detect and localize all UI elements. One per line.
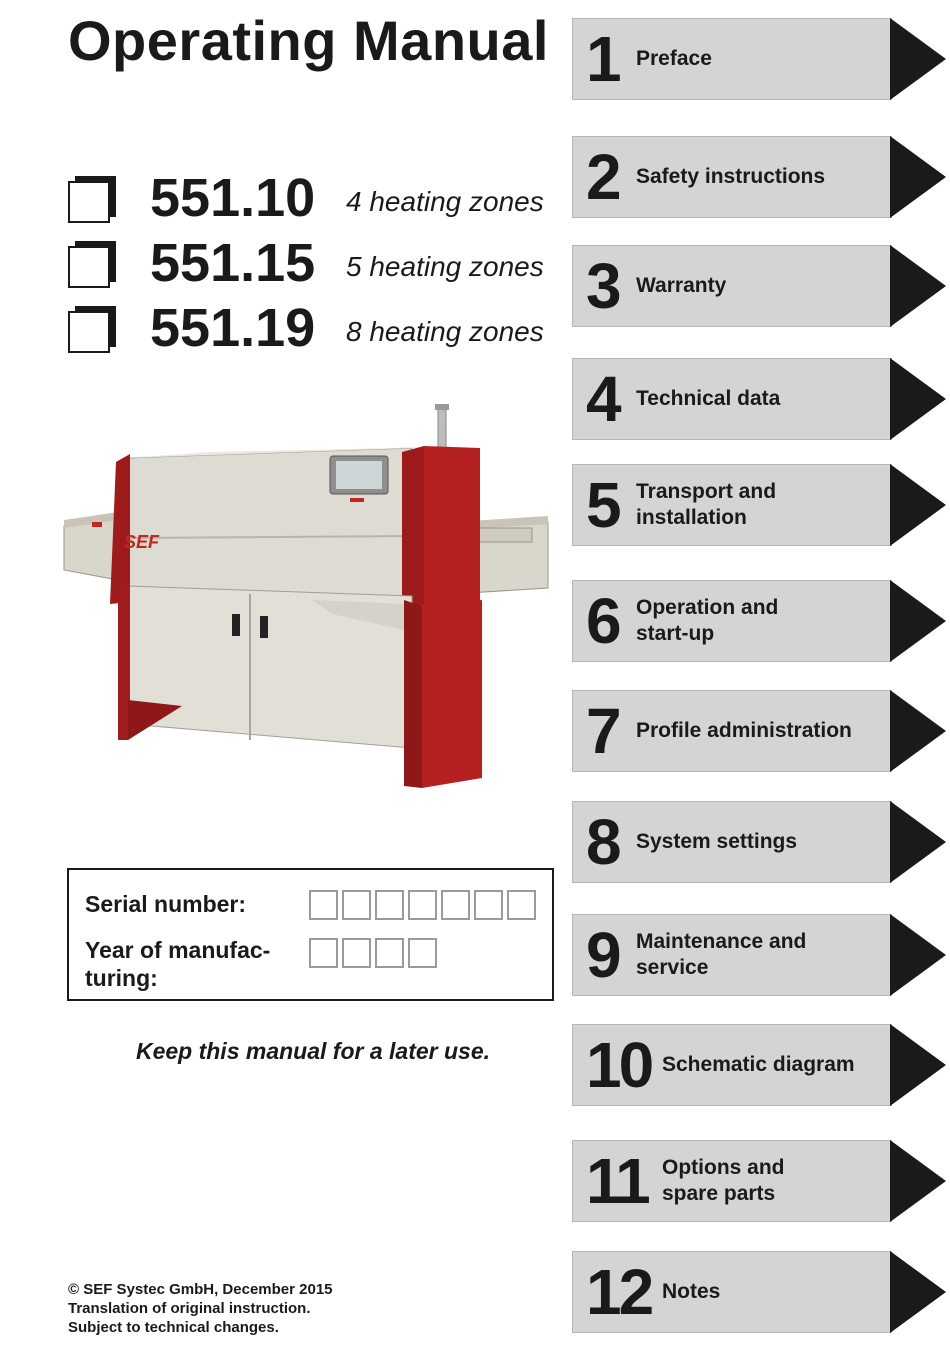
chapter-tab-safety-instructions[interactable] xyxy=(572,136,948,218)
digit-box[interactable] xyxy=(342,890,371,920)
digit-box[interactable] xyxy=(408,938,437,968)
arrow-right-icon xyxy=(890,358,948,440)
chapter-label: Notes xyxy=(662,1280,721,1303)
chapter-tab-profile-administration[interactable] xyxy=(572,690,948,772)
serial-info-box xyxy=(67,868,554,1001)
chapter-number: 12 xyxy=(586,1256,652,1328)
chapter-tab-preface[interactable] xyxy=(572,18,948,100)
chapter-tab-system-settings[interactable] xyxy=(572,801,948,883)
copyright-footer xyxy=(68,1280,333,1337)
arrow-right-icon xyxy=(890,1140,948,1222)
chapter-label: Profile administration xyxy=(636,719,852,742)
chapter-number: 9 xyxy=(586,919,619,991)
chapter-number: 7 xyxy=(586,695,619,767)
chapter-tab-transport-installation[interactable] xyxy=(572,464,948,546)
serial-number-label: Serial number: xyxy=(85,891,247,917)
arrow-right-icon xyxy=(890,801,948,883)
svg-text:SEF: SEF xyxy=(124,532,160,552)
model-number: 551.10 xyxy=(150,168,316,228)
chapter-label: Operation and start-up xyxy=(636,596,779,645)
chapter-label: System settings xyxy=(636,830,798,853)
serial-number-input[interactable] xyxy=(309,890,536,920)
chapter-number: 8 xyxy=(586,806,619,878)
chapter-number: 10 xyxy=(586,1029,652,1101)
chapter-label: Schematic diagram xyxy=(662,1053,855,1076)
chapter-number: 5 xyxy=(586,469,619,541)
model-number: 551.19 xyxy=(150,298,316,358)
footer-line: Translation of original instruction. xyxy=(68,1300,311,1317)
digit-box[interactable] xyxy=(342,938,371,968)
year-of-manufacturing-input[interactable] xyxy=(309,938,437,968)
chapter-number: 2 xyxy=(586,141,619,213)
digit-box[interactable] xyxy=(309,890,338,920)
chapter-number: 1 xyxy=(586,23,619,95)
chapter-tab-warranty[interactable] xyxy=(572,245,948,327)
model-checkbox[interactable] xyxy=(68,241,116,289)
arrow-right-icon xyxy=(890,464,948,546)
keep-manual-note: Keep this manual for a later use. xyxy=(135,1038,491,1064)
chapter-number: 4 xyxy=(586,363,619,435)
chapter-label: Safety instructions xyxy=(636,165,826,188)
arrow-right-icon xyxy=(890,1251,948,1333)
arrow-right-icon xyxy=(890,580,948,662)
model-row xyxy=(68,168,568,228)
chapter-tab-technical-data[interactable] xyxy=(572,358,948,440)
model-checkbox[interactable] xyxy=(68,306,116,354)
digit-box[interactable] xyxy=(375,938,404,968)
arrow-right-icon xyxy=(890,245,948,327)
model-row xyxy=(68,233,568,293)
machine-photo xyxy=(62,400,554,792)
model-heating-zones: 5 heating zones xyxy=(346,251,544,282)
footer-line: Subject to technical changes. xyxy=(68,1319,279,1336)
arrow-right-icon xyxy=(890,136,948,218)
chapter-number: 6 xyxy=(586,585,619,657)
model-row xyxy=(68,298,568,358)
model-number: 551.15 xyxy=(150,233,316,293)
chapter-label: Transport and installation xyxy=(636,480,777,529)
model-heating-zones: 8 heating zones xyxy=(346,316,544,347)
chapter-tab-schematic-diagram[interactable] xyxy=(572,1024,948,1106)
digit-box[interactable] xyxy=(507,890,536,920)
digit-box[interactable] xyxy=(375,890,404,920)
chapter-label: Technical data xyxy=(636,387,781,410)
digit-box[interactable] xyxy=(474,890,503,920)
digit-box[interactable] xyxy=(408,890,437,920)
chapter-label: Maintenance and service xyxy=(636,930,807,979)
arrow-right-icon xyxy=(890,18,948,100)
chapter-tab-operation-startup[interactable] xyxy=(572,580,948,662)
digit-box[interactable] xyxy=(441,890,470,920)
chapter-tab-maintenance-service[interactable] xyxy=(572,914,948,996)
chapter-label: Preface xyxy=(636,47,712,70)
arrow-right-icon xyxy=(890,1024,948,1106)
arrow-right-icon xyxy=(890,914,948,996)
model-checkbox[interactable] xyxy=(68,176,116,224)
chapter-tab-notes[interactable] xyxy=(572,1251,948,1333)
manual-title: Operating Manual xyxy=(68,9,549,72)
chapter-label: Options and spare parts xyxy=(662,1156,785,1205)
year-of-manufacturing-label: Year of manufac- turing: xyxy=(85,937,271,991)
chapter-tab-options-spare-parts[interactable] xyxy=(572,1140,948,1222)
arrow-right-icon xyxy=(890,690,948,772)
digit-box[interactable] xyxy=(309,938,338,968)
chapter-label: Warranty xyxy=(636,274,727,297)
model-heating-zones: 4 heating zones xyxy=(346,186,544,217)
chapter-number: 3 xyxy=(586,250,619,322)
footer-line: © SEF Systec GmbH, December 2015 xyxy=(68,1281,333,1298)
chapter-number: 11 xyxy=(586,1145,648,1217)
